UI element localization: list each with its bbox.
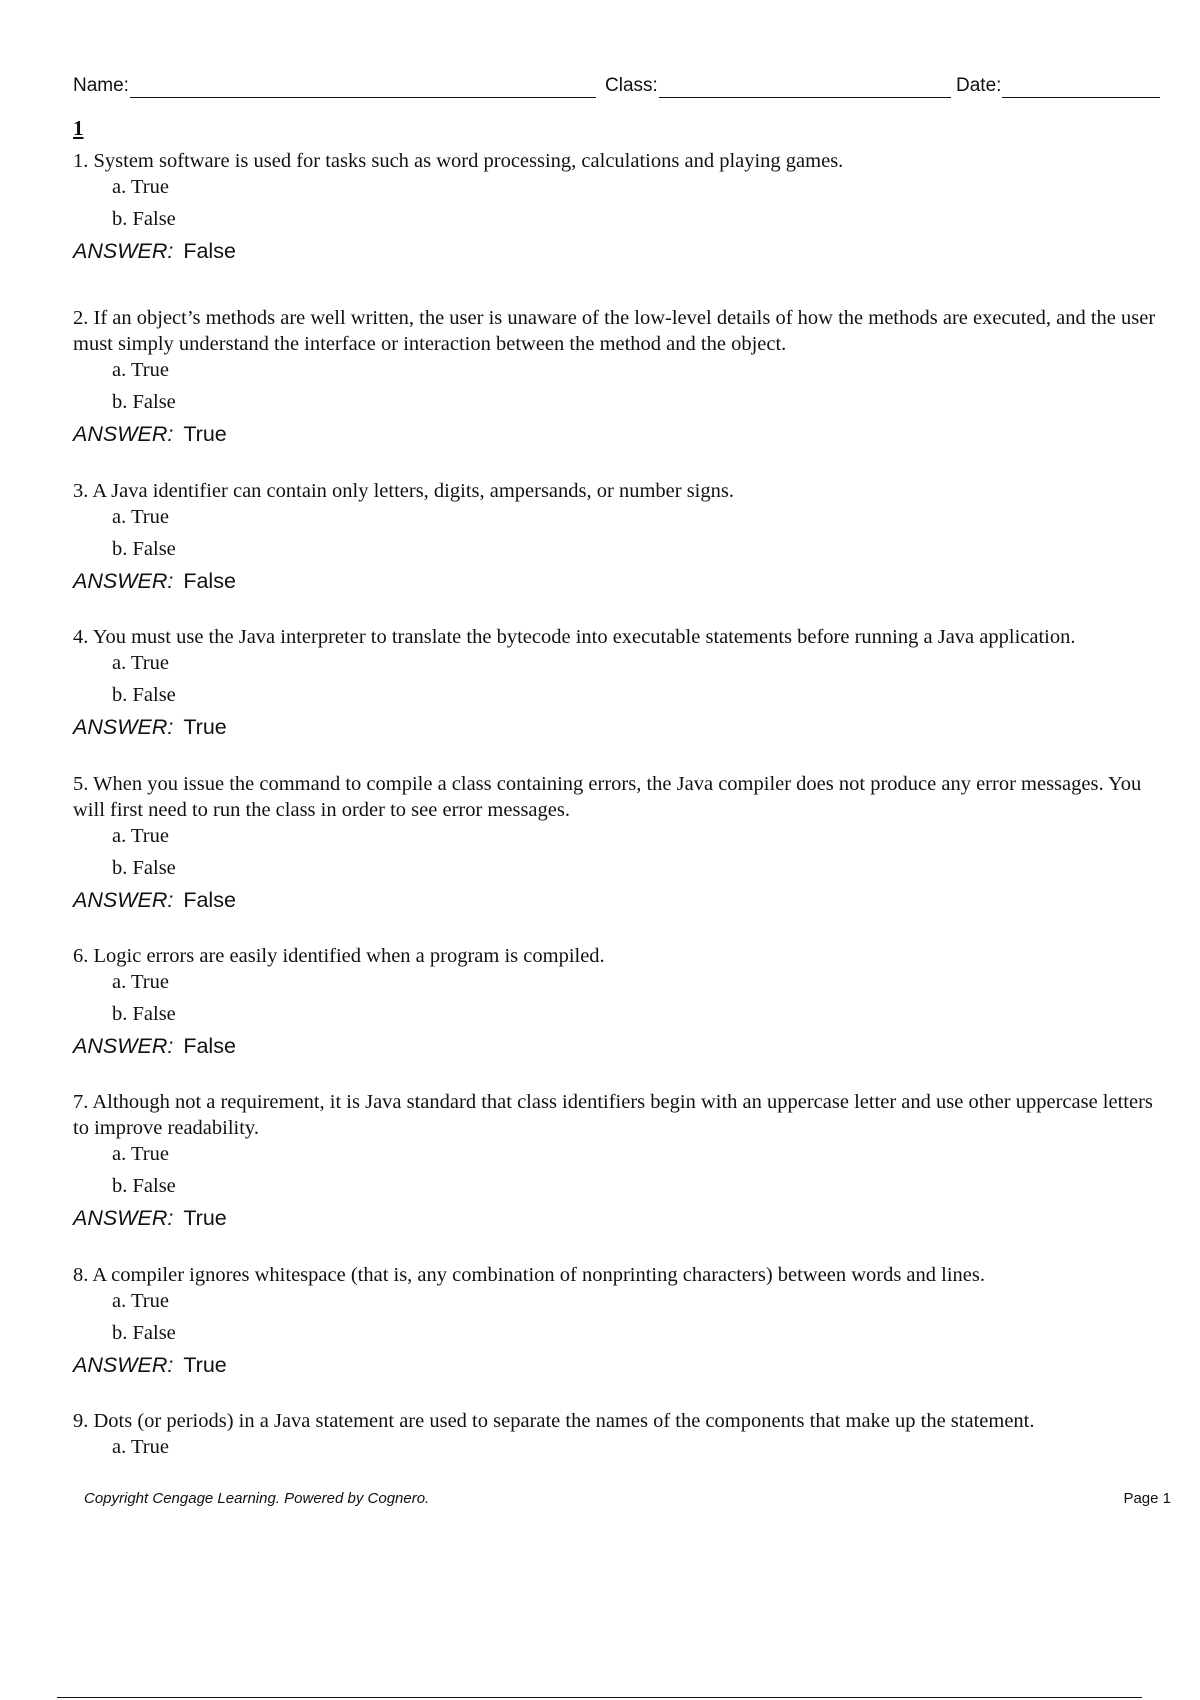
question-stem: 7. Although not a requirement, it is Java standard that class identifiers begin with an uppercase letter and use other uppercase letters to improve readability.	[73, 1091, 1153, 1139]
section-number: 1	[73, 116, 84, 140]
question-7	[73, 1089, 1168, 1231]
answer-label: ANSWER:	[73, 715, 174, 739]
answer-value: False	[183, 569, 236, 593]
question-stem: 2. If an object’s methods are well written, the user is unaware of the low-level details of how the methods are executed, and the user must simply understand the interface or interaction between the method and the object.	[73, 307, 1156, 355]
answer-value: False	[183, 1034, 236, 1058]
answer-label: ANSWER:	[73, 1206, 174, 1230]
date-blank-line	[1002, 70, 1160, 98]
question-6	[73, 943, 1168, 1059]
answer-line	[73, 568, 1168, 594]
question-5	[73, 771, 1168, 913]
answer-value: True	[183, 422, 227, 446]
answer-value: True	[183, 1353, 227, 1377]
question-3	[73, 478, 1168, 594]
answer-line	[73, 1205, 1168, 1231]
answer-line	[73, 1352, 1168, 1378]
answer-label: ANSWER:	[73, 239, 174, 263]
answer-label: ANSWER:	[73, 1353, 174, 1377]
answer-label: ANSWER:	[73, 569, 174, 593]
answer-line	[73, 1033, 1168, 1059]
footer-copyright: Copyright Cengage Learning. Powered by Cognero.	[84, 1490, 430, 1507]
option-a: a. True	[112, 1290, 169, 1312]
bottom-divider	[57, 1697, 1142, 1698]
answer-line	[73, 238, 1168, 264]
option-b: b. False	[112, 1322, 176, 1344]
option-b: b. False	[112, 857, 176, 879]
answer-line	[73, 421, 1168, 447]
option-b: b. False	[112, 538, 176, 560]
question-stem: 4. You must use the Java interpreter to translate the bytecode into executable statements before running a Java application.	[73, 626, 1076, 648]
question-8	[73, 1262, 1168, 1378]
name-field	[73, 70, 596, 98]
question-stem: 3. A Java identifier can contain only letters, digits, ampersands, or number signs.	[73, 480, 734, 502]
class-field	[605, 70, 951, 98]
answer-value: False	[183, 888, 236, 912]
option-a: a. True	[112, 971, 169, 993]
question-stem: 1. System software is used for tasks such as word processing, calculations and playing games.	[73, 150, 844, 172]
question-stem: 6. Logic errors are easily identified when a program is compiled.	[73, 945, 605, 967]
question-1	[73, 148, 1168, 264]
date-field	[956, 70, 1160, 98]
option-b: b. False	[112, 684, 176, 706]
name-label: Name:	[73, 75, 129, 96]
answer-value: True	[183, 1206, 227, 1230]
class-label: Class:	[605, 75, 658, 96]
option-a: a. True	[112, 506, 169, 528]
question-9	[73, 1408, 1168, 1460]
date-label: Date:	[956, 75, 1002, 96]
answer-label: ANSWER:	[73, 888, 174, 912]
name-blank-line	[130, 70, 596, 98]
answer-label: ANSWER:	[73, 1034, 174, 1058]
option-a: a. True	[112, 1143, 169, 1165]
option-a: a. True	[112, 825, 169, 847]
option-a: a. True	[112, 359, 169, 381]
class-blank-line	[659, 70, 951, 98]
answer-line	[73, 714, 1168, 740]
option-b: b. False	[112, 208, 176, 230]
answer-value: True	[183, 715, 227, 739]
question-stem: 9. Dots (or periods) in a Java statement are used to separate the names of the components that make up the statement.	[73, 1410, 1035, 1432]
answer-label: ANSWER:	[73, 422, 174, 446]
option-b: b. False	[112, 1003, 176, 1025]
answer-value: False	[183, 239, 236, 263]
option-b: b. False	[112, 391, 176, 413]
answer-line	[73, 887, 1168, 913]
option-a: a. True	[112, 1436, 169, 1458]
question-4	[73, 624, 1168, 740]
option-a: a. True	[112, 652, 169, 674]
option-b: b. False	[112, 1175, 176, 1197]
header-fields	[73, 70, 1163, 100]
question-2	[73, 305, 1168, 447]
question-stem: 5. When you issue the command to compile a class containing errors, the Java compiler does not produce any error messages. You will first need to run the class in order to see error messages.	[73, 773, 1142, 821]
question-stem: 8. A compiler ignores whitespace (that is, any combination of nonprinting characters) between words and lines.	[73, 1264, 985, 1286]
footer-page-number: Page 1	[1123, 1490, 1171, 1507]
option-a: a. True	[112, 176, 169, 198]
